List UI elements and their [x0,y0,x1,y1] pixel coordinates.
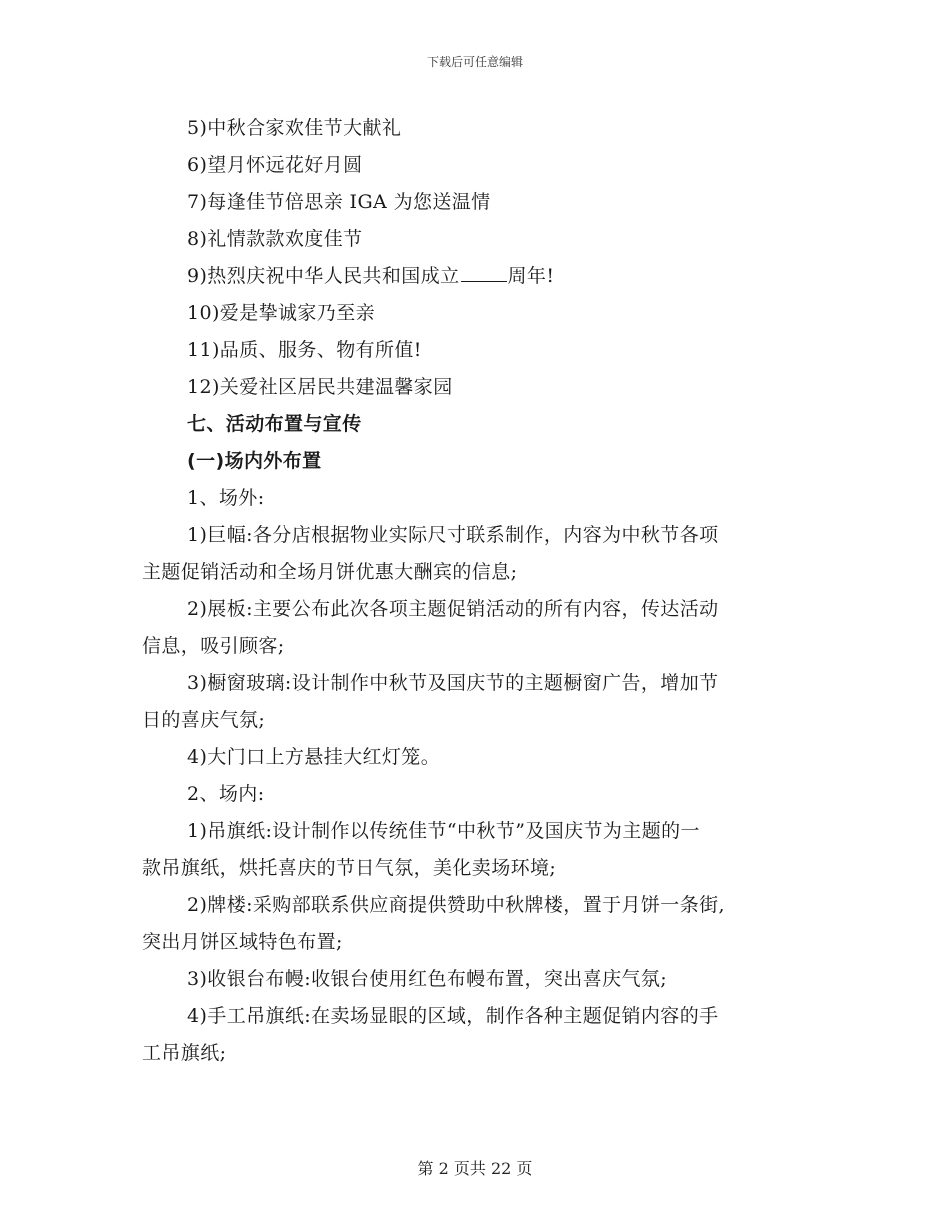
document-body [142,110,808,1072]
page-footer: 第 2 页共 22 页 [417,1159,533,1178]
outdoor-heading: 1、场外: [187,487,265,509]
indoor-item-1-cont: 款吊旗纸，烘托喜庆的节日气氛，美化卖场环境; [142,857,557,879]
outdoor-item-3: 3)橱窗玻璃:设计制作中秋节及国庆节的主题橱窗广告，增加节 [187,672,719,694]
slogan-5: 5)中秋合家欢佳节大献礼 [187,117,402,139]
outdoor-item-4: 4)大门口上方悬挂大红灯笼。 [187,746,441,768]
indoor-item-1: 1)吊旗纸:设计制作以传统佳节“中秋节”及国庆节为主题的一 [187,820,700,842]
fill-in-blank [461,261,507,282]
slogan-6: 6)望月怀远花好月圆 [187,154,363,176]
outdoor-item-2: 2)展板:主要公布此次各项主题促销活动的所有内容，传达活动 [187,598,719,620]
indoor-item-4-cont: 工吊旗纸; [142,1042,227,1064]
page-header: 下载后可任意编辑 [426,55,523,69]
slogan-11: 11)品质、服务、物有所值! [187,339,422,361]
indoor-item-2: 2)牌楼:采购部联系供应商提供赞助中秋牌楼，置于月饼一条街, [187,894,725,916]
indoor-heading: 2、场内: [187,783,265,805]
outdoor-item-2-cont: 信息，吸引顾客; [142,635,285,657]
indoor-item-3: 3)收银台布幔:收银台使用红色布幔布置，突出喜庆气氛; [187,968,668,990]
outdoor-item-3-cont: 日的喜庆气氛; [142,709,266,731]
slogan-10: 10)爱是挚诚家乃至亲 [187,302,375,324]
outdoor-item-1-cont: 主题促销活动和全场月饼优惠大酬宾的信息; [142,561,518,583]
slogan-8: 8)礼情款款欢度佳节 [187,228,363,250]
slogan-12: 12)关爱社区居民共建温馨家园 [187,376,453,398]
outdoor-item-1: 1)巨幅:各分店根据物业实际尺寸联系制作，内容为中秋节各项 [187,524,719,546]
section-heading-7: 七、活动布置与宣传 [187,413,362,435]
subsection-heading-1: (一)场内外布置 [187,450,322,472]
slogan-9-start: 9)热烈庆祝中华人民共和国成立 [187,265,460,287]
slogan-9 [142,258,808,295]
slogan-7: 7)每逢佳节倍思亲 IGA 为您送温情 [187,191,491,213]
indoor-item-2-cont: 突出月饼区域特色布置; [142,931,343,953]
slogan-9-end: 周年! [507,265,555,287]
indoor-item-4: 4)手工吊旗纸:在卖场显眼的区域，制作各种主题促销内容的手 [187,1005,719,1027]
